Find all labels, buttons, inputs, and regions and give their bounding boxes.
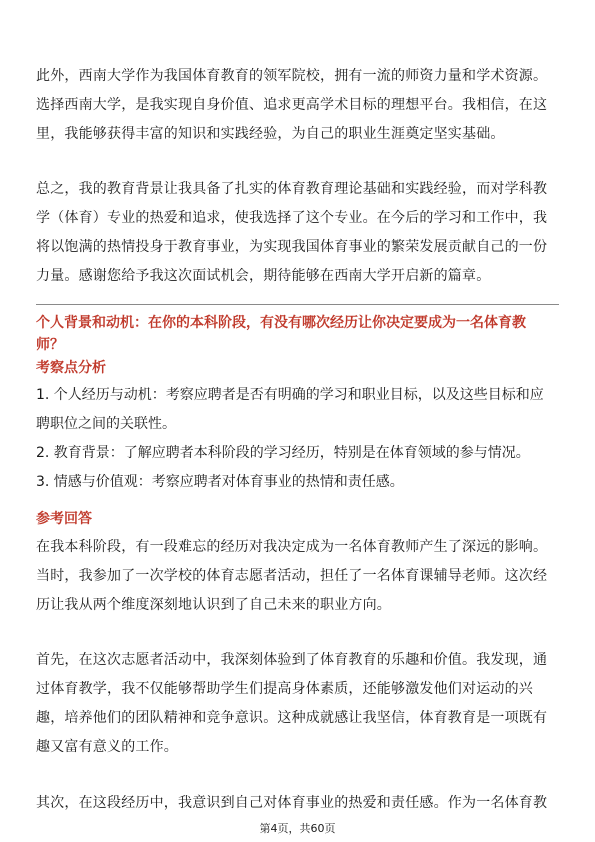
text-line: 趣又富有意义的工作。 xyxy=(36,739,178,755)
text-line: 此外，西南大学作为我国体育教育的领军院校，拥有一流的师资力量和学术资源。 xyxy=(36,68,548,84)
page-number-footer: 第4页，共60页 xyxy=(259,822,336,835)
text-line: 总之，我的教育背景让我具备了扎实的体育教育理论基础和实践经验，而对学科教 xyxy=(36,181,548,197)
question-line: 个人背景和动机：在你的本科阶段，有没有哪次经历让你决定要成为一名体育教 xyxy=(36,315,526,331)
answer-paragraph-1 xyxy=(36,533,559,620)
interview-question xyxy=(36,312,559,356)
text-line: 其次，在这段经历中，我意识到自己对体育事业的热爱和责任感。作为一名体育教 xyxy=(36,795,548,811)
answer-heading: 参考回答 xyxy=(36,511,92,527)
text-line: 历让我从两个维度深刻地认识到了自己未来的职业方向。 xyxy=(36,597,391,613)
text-line: 2. 教育背景：了解应聘者本科阶段的学习经历，特别是在体育领域的参与情况。 xyxy=(36,445,530,461)
text-line: 将以饱满的热情投身于教育事业，为实现我国体育事业的繁荣发展贡献自己的一份 xyxy=(36,239,548,255)
answer-paragraph-2 xyxy=(36,646,559,762)
answer-paragraph-3 xyxy=(36,789,559,818)
question-line: 师？ xyxy=(36,337,64,353)
text-line: 选择西南大学，是我实现自身价值、追求更高学术目标的理想平台。我相信，在这 xyxy=(36,97,548,113)
section-divider xyxy=(36,304,559,305)
text-line: 在我本科阶段，有一段难忘的经历对我决定成为一名体育教师产生了深远的影响。 xyxy=(36,539,548,555)
intro-paragraph-2 xyxy=(36,175,559,291)
text-line: 学（体育）专业的热爱和追求，使我选择了这个专业。在今后的学习和工作中，我 xyxy=(36,210,548,226)
text-line: 聘职位之间的关联性。 xyxy=(36,416,176,432)
analysis-item-2 xyxy=(36,439,559,468)
text-line: 1. 个人经历与动机：考察应聘者是否有明确的学习和职业目标，以及这些目标和应 xyxy=(36,387,544,403)
analysis-item-1 xyxy=(36,381,559,439)
text-line: 力量。感谢您给予我这次面试机会，期待能够在西南大学开启新的篇章。 xyxy=(36,268,491,284)
document-page xyxy=(36,0,559,842)
text-line: 3. 情感与价值观：考察应聘者对体育事业的热情和责任感。 xyxy=(36,474,404,490)
text-line: 里，我能够获得丰富的知识和实践经验，为自己的职业生涯奠定坚实基础。 xyxy=(36,126,505,142)
text-line: 趣，培养他们的团队精神和竞争意识。这种成就感让我坚信，体育教育是一项既有 xyxy=(36,710,548,726)
analysis-heading: 考察点分析 xyxy=(36,360,106,376)
analysis-item-3 xyxy=(36,468,559,497)
intro-paragraph-1 xyxy=(36,62,559,149)
text-line: 过体育教学，我不仅能够帮助学生们提高身体素质，还能够激发他们对运动的兴 xyxy=(36,681,533,697)
text-line: 当时，我参加了一次学校的体育志愿者活动，担任了一名体育课辅导老师。这次经 xyxy=(36,568,548,584)
text-line: 首先，在这次志愿者活动中，我深刻体验到了体育教育的乐趣和价值。我发现，通 xyxy=(36,652,548,668)
